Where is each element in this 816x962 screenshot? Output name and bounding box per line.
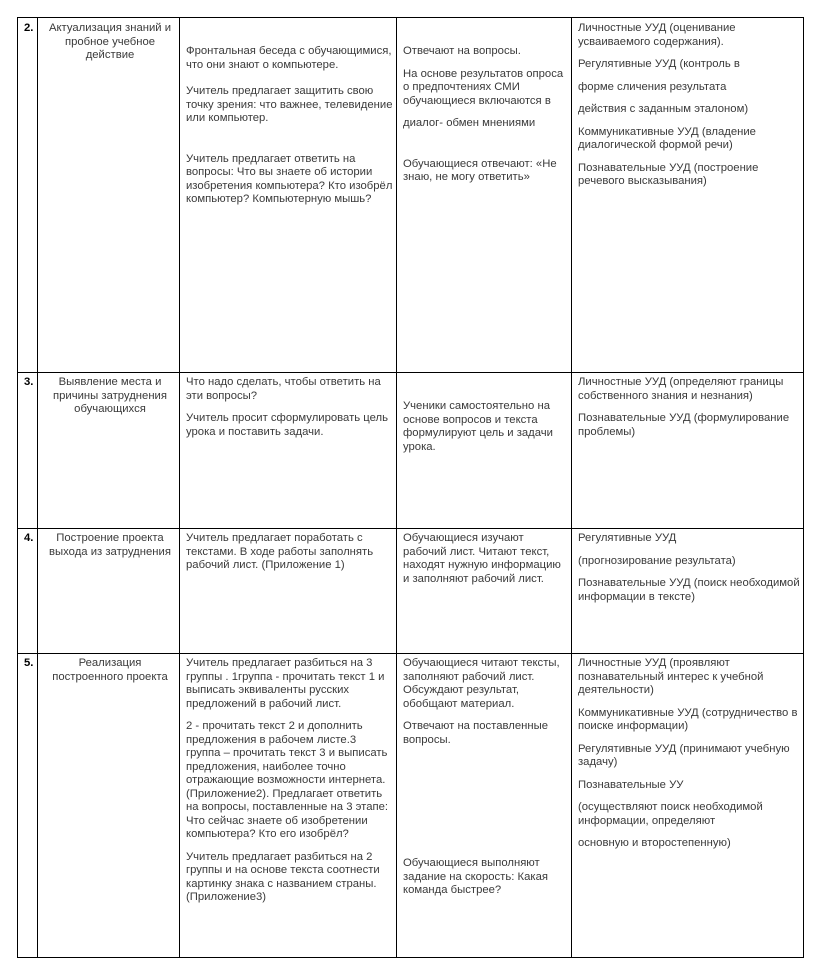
teacher-activity: Учитель предлагает поработать с текстами. В ходе работы заполнять рабочий лист. (Приложение 1) bbox=[186, 532, 374, 571]
student-activity: Отвечают на вопросы. На основе результатов опроса о предпочтениях СМИ обучающиеся включаются в диалог- обмен мнениями Обучающиеся отвечают: «Не знаю, не могу ответить» bbox=[403, 45, 564, 183]
uud-results: Личностные УУД (проявляют познавательный интерес к учебной деятельности) Коммуникативные УУД (сотрудничество в поиске информации) Регулятивные УУД (принимают учебную задачу) Познавательные УУ (осуществляют поиск необходимой информации, определяют основную и второстепенную) bbox=[578, 657, 798, 849]
teacher-activity: Фронтальная беседа с обучающимися, что они знают о компьютере. Учитель предлагает защитить свою точку зрения: что важнее, телевидение или компьютер. Учитель предлагает ответить на вопросы: Что вы знаете об истории изобретения компьютера? Кто изобрёл компьютер? Компьютерную мышь? bbox=[186, 45, 393, 205]
student-activity: Ученики самостоятельно на основе вопросов и текста формулируют цель и задачи урока. bbox=[403, 400, 553, 453]
row-number: 3. bbox=[24, 376, 34, 388]
uud-results: Личностные УУД (оценивание усваиваемого содержания). Регулятивные УУД (контроль в форме сличения результата действия с заданным эталоном) Коммуникативные УУД (владение диалогической формой речи) Познавательные УУД (построение речевого высказывания) bbox=[578, 22, 759, 187]
row-divider bbox=[18, 528, 803, 529]
row-divider bbox=[18, 372, 803, 373]
column-divider bbox=[396, 18, 397, 957]
stage-name: Актуализация знаний и пробное учебное действие bbox=[48, 22, 172, 61]
student-activity: Обучающиеся читают тексты, заполняют рабочий лист. Обсуждают результат, обобщают материал. Отвечают на поставленные вопросы. Обучающиеся выполняют задание на скорость: Какая команда быстрее? bbox=[403, 657, 560, 896]
teacher-activity: Учитель предлагает разбиться на 3 группы . 1группа - прочитать текст 1 и выписать эквиваленты русских предложений в рабочий лист. 2 - прочитать текст 2 и дополнить предложения в рабочем листе.3 группа – прочитать текст 3 и выписать предложения, наиболее точно отражающие возможности интернета. (Приложение2). Предлагает ответить на вопросы, поставленные на 3 этапе: Что сейчас знаете об изобретении компьютера? Кто его изобрёл? Учитель предлагает разбиться на 2 группы и на основе текста соотнести картинку знака с названием страны. (Приложение3) bbox=[186, 657, 389, 903]
row-number: 4. bbox=[24, 532, 34, 544]
stage-name: Реализация построенного проекта bbox=[52, 657, 168, 683]
row-divider bbox=[18, 653, 803, 654]
uud-results: Регулятивные УУД (прогнозирование результата) Познавательные УУД (поиск необходимой информации в тексте) bbox=[578, 532, 800, 603]
uud-results: Личностные УУД (определяют границы собственного знания и незнания) Познавательные УУД (формулирование проблемы) bbox=[578, 376, 790, 438]
student-activity: Обучающиеся изучают рабочий лист. Читают текст, находят нужную информацию и заполняют рабочий лист. bbox=[403, 532, 561, 585]
row-number: 5. bbox=[24, 657, 34, 669]
column-divider bbox=[571, 18, 572, 957]
column-divider bbox=[179, 18, 180, 957]
row-number: 2. bbox=[24, 22, 34, 34]
teacher-activity: Что надо сделать, чтобы ответить на эти вопросы? Учитель просит сформулировать цель урока и поставить задачи. bbox=[186, 376, 389, 438]
column-divider bbox=[37, 18, 38, 957]
stage-name: Выявление места и причины затруднения обучающихся bbox=[52, 376, 167, 415]
lesson-plan-table bbox=[17, 17, 804, 958]
stage-name: Построение проекта выхода из затруднения bbox=[49, 532, 171, 558]
